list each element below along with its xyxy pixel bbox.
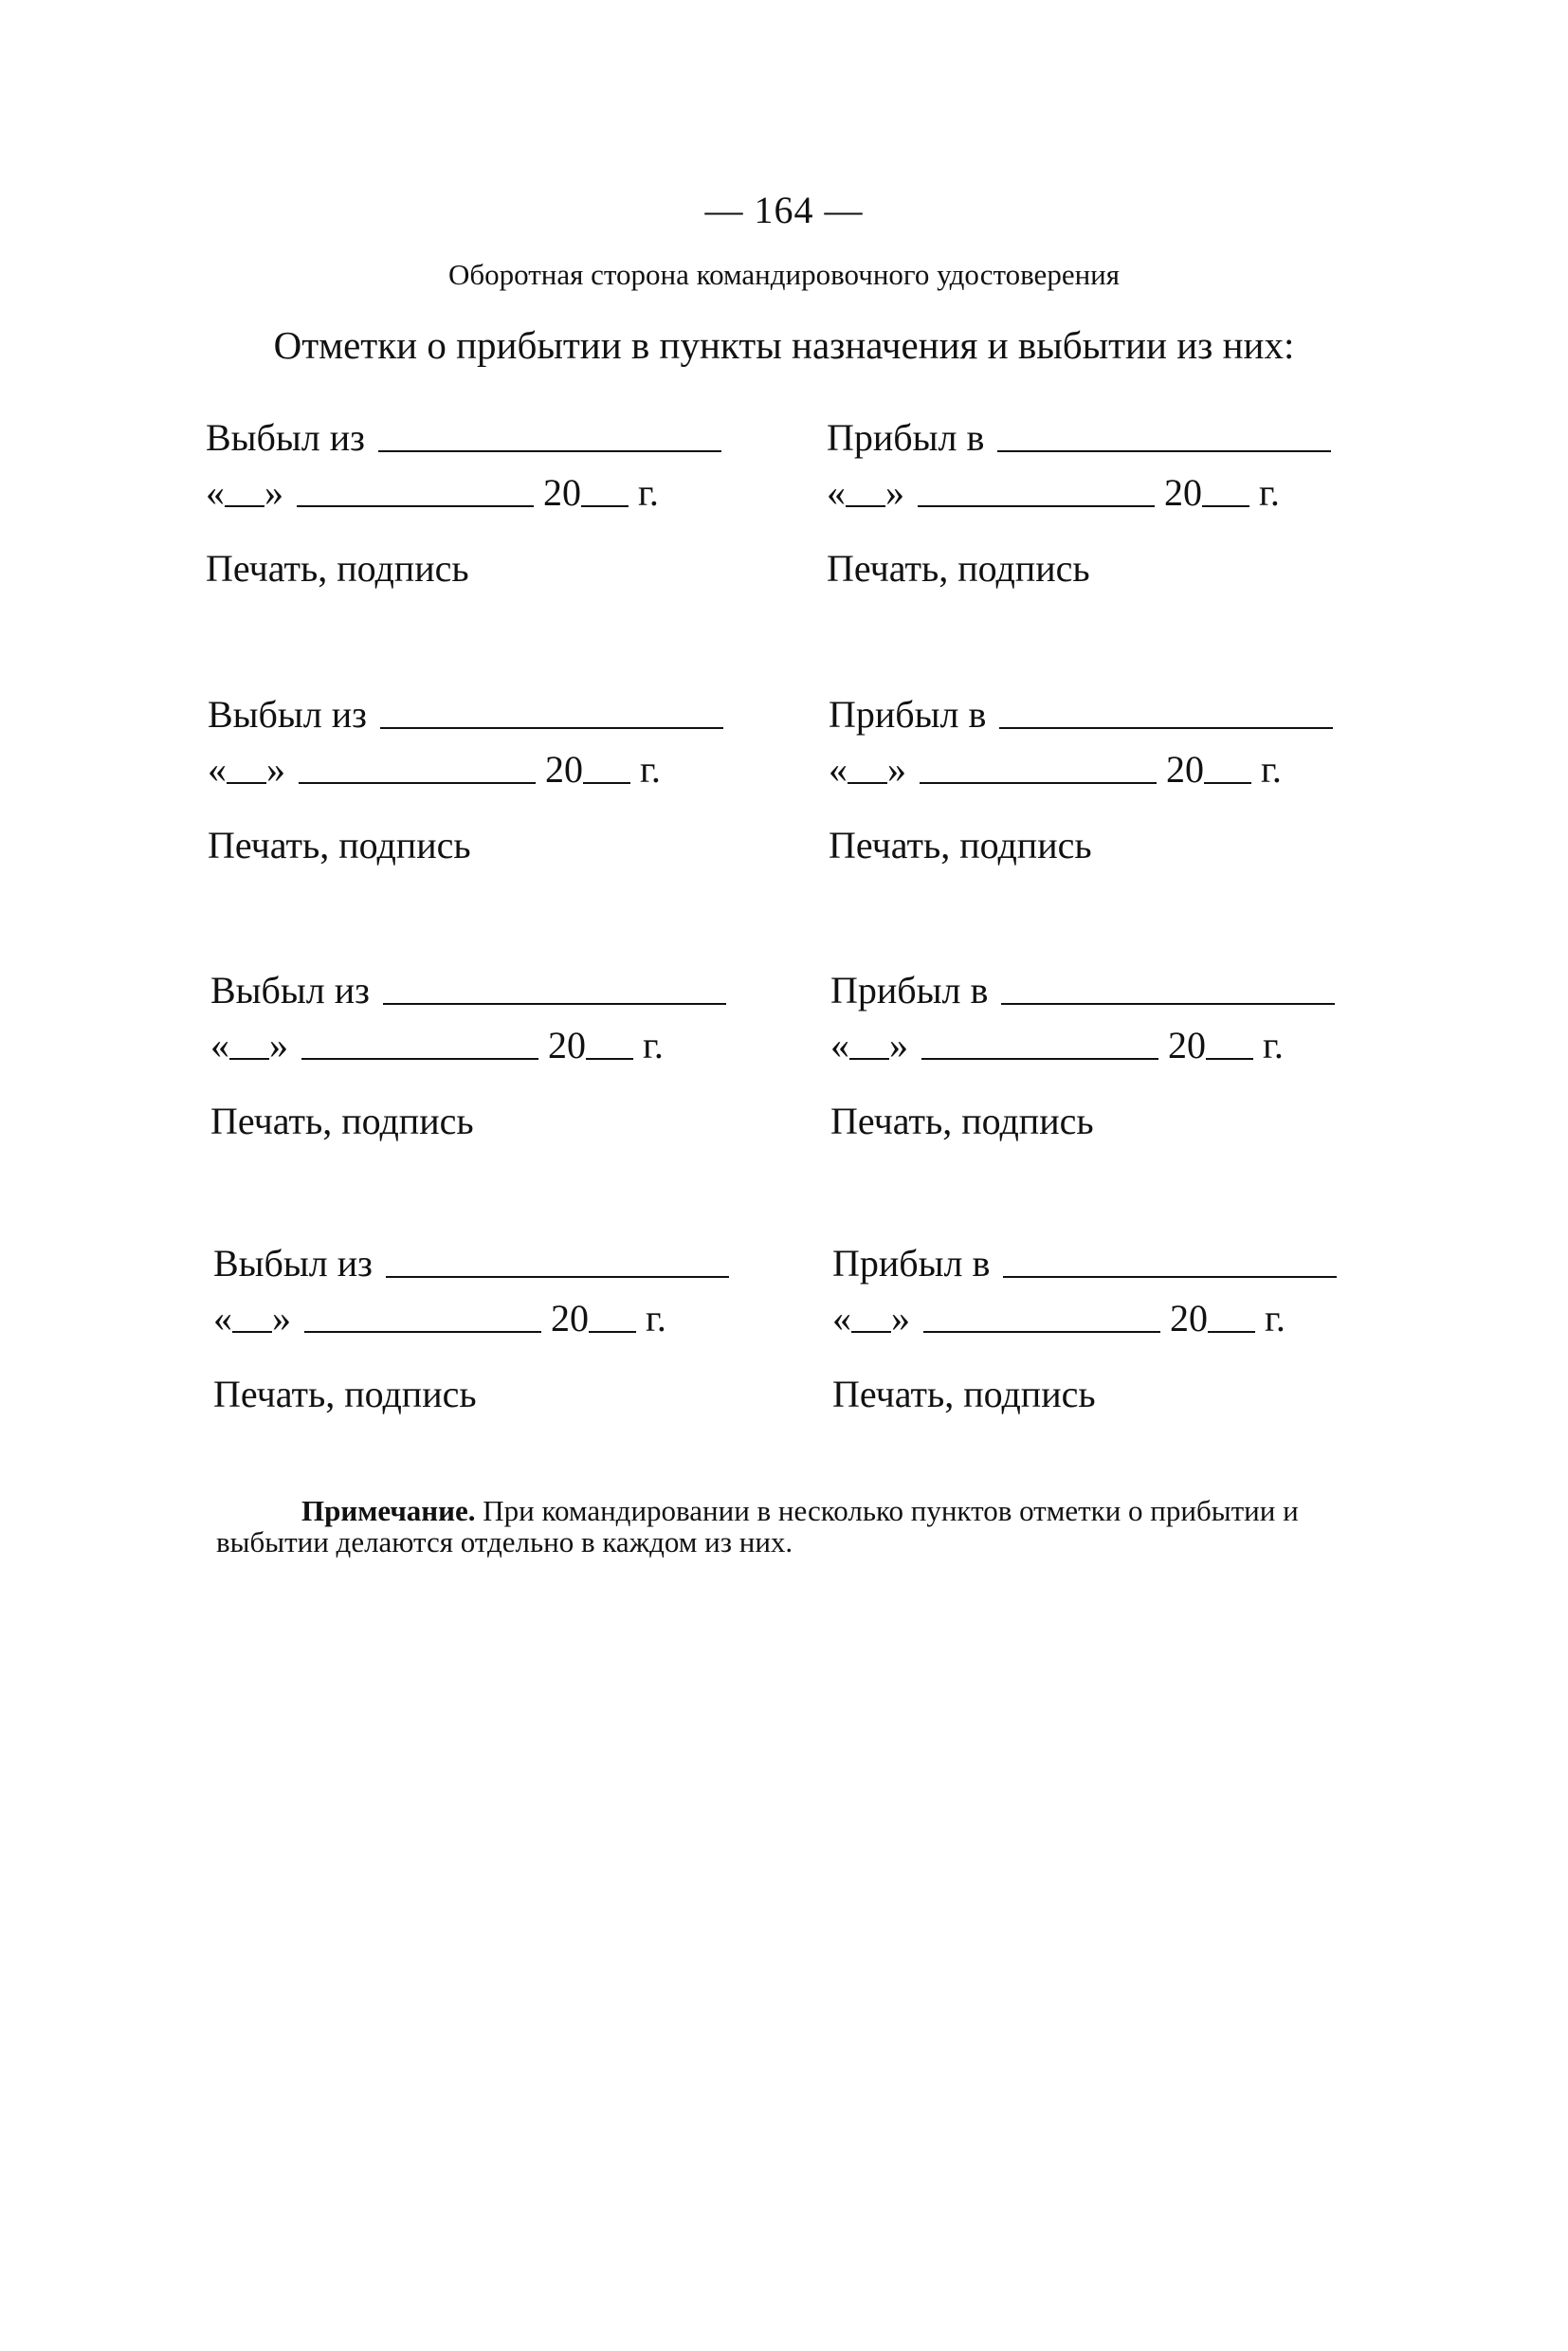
date-line xyxy=(830,1024,1284,1066)
quote-open: « xyxy=(206,471,225,514)
day-field[interactable] xyxy=(848,781,887,784)
stamp-signature-label: Печать, подпись xyxy=(206,547,469,590)
quote-close: » xyxy=(264,471,283,514)
date-line xyxy=(213,1297,666,1340)
year-prefix: 20 xyxy=(1170,1297,1208,1340)
year-prefix: 20 xyxy=(545,748,583,791)
arrival-label: Прибыл в xyxy=(827,416,985,459)
departure-place-field[interactable] xyxy=(383,1002,726,1005)
year-prefix: 20 xyxy=(1164,471,1202,514)
departure-label: Выбыл из xyxy=(210,969,370,1011)
month-field[interactable] xyxy=(923,1330,1160,1333)
form-heading: Отметки о прибытии в пункты назначения и выбытии из них: xyxy=(273,323,1295,367)
quote-open: « xyxy=(830,1024,849,1066)
arrival-place-line xyxy=(832,1242,1337,1285)
stamp-signature-label: Печать, подпись xyxy=(827,547,1090,590)
quote-open: « xyxy=(829,748,848,791)
day-field[interactable] xyxy=(851,1330,891,1333)
year-field[interactable] xyxy=(583,781,630,784)
departure-place-field[interactable] xyxy=(386,1275,729,1278)
departure-place-line xyxy=(208,693,723,736)
quote-open: « xyxy=(832,1297,851,1340)
day-field[interactable] xyxy=(229,1057,269,1060)
quote-open: « xyxy=(210,1024,229,1066)
stamp-signature-label: Печать, подпись xyxy=(213,1373,477,1415)
quote-close: » xyxy=(269,1024,288,1066)
year-prefix: 20 xyxy=(543,471,581,514)
arrival-place-line xyxy=(827,416,1331,459)
footnote xyxy=(216,1496,1382,1558)
note-title: Примечание. xyxy=(301,1494,476,1527)
departure-place-field[interactable] xyxy=(378,449,721,452)
quote-close: » xyxy=(891,1297,910,1340)
date-line xyxy=(208,748,661,791)
month-field[interactable] xyxy=(920,781,1157,784)
quote-open: « xyxy=(208,748,227,791)
stamp-signature-label: Печать, подпись xyxy=(208,824,471,866)
departure-label: Выбыл из xyxy=(208,693,367,736)
arrival-place-field[interactable] xyxy=(1001,1002,1335,1005)
year-prefix: 20 xyxy=(1166,748,1204,791)
quote-close: » xyxy=(266,748,285,791)
date-line xyxy=(829,748,1282,791)
year-suffix: г. xyxy=(643,1024,664,1066)
day-field[interactable] xyxy=(846,504,885,507)
year-field[interactable] xyxy=(1208,1330,1255,1333)
year-field[interactable] xyxy=(1202,504,1249,507)
departure-place-line xyxy=(210,969,726,1011)
page-number: — 164 — xyxy=(704,189,864,231)
departure-label: Выбыл из xyxy=(213,1242,373,1285)
departure-place-field[interactable] xyxy=(380,726,723,729)
year-suffix: г. xyxy=(1265,1297,1285,1340)
month-field[interactable] xyxy=(297,504,534,507)
quote-open: « xyxy=(213,1297,232,1340)
year-field[interactable] xyxy=(1206,1057,1253,1060)
year-prefix: 20 xyxy=(551,1297,589,1340)
stamp-signature-label: Печать, подпись xyxy=(830,1100,1094,1142)
year-suffix: г. xyxy=(640,748,661,791)
arrival-place-field[interactable] xyxy=(997,449,1331,452)
departure-place-line xyxy=(206,416,721,459)
quote-close: » xyxy=(887,748,906,791)
day-field[interactable] xyxy=(225,504,264,507)
stamp-signature-label: Печать, подпись xyxy=(829,824,1092,866)
month-field[interactable] xyxy=(304,1330,541,1333)
note-text: При командировании в несколько пунктов отметки о прибытии и выбытии делаются отдельно в каждом из них. xyxy=(216,1494,1299,1558)
departure-label: Выбыл из xyxy=(206,416,365,459)
stamp-signature-label: Печать, подпись xyxy=(832,1373,1096,1415)
arrival-place-field[interactable] xyxy=(999,726,1333,729)
document-subtitle: Оборотная сторона командировочного удостоверения xyxy=(447,258,1121,291)
year-suffix: г. xyxy=(638,471,659,514)
departure-place-line xyxy=(213,1242,729,1285)
year-suffix: г. xyxy=(1263,1024,1284,1066)
month-field[interactable] xyxy=(921,1057,1158,1060)
year-suffix: г. xyxy=(1259,471,1280,514)
day-field[interactable] xyxy=(232,1330,272,1333)
date-line xyxy=(210,1024,664,1066)
year-field[interactable] xyxy=(581,504,629,507)
year-suffix: г. xyxy=(646,1297,666,1340)
year-prefix: 20 xyxy=(548,1024,586,1066)
arrival-place-field[interactable] xyxy=(1003,1275,1337,1278)
year-field[interactable] xyxy=(586,1057,633,1060)
date-line xyxy=(827,471,1280,514)
year-suffix: г. xyxy=(1261,748,1282,791)
stamp-signature-label: Печать, подпись xyxy=(210,1100,474,1142)
quote-close: » xyxy=(272,1297,291,1340)
month-field[interactable] xyxy=(301,1057,538,1060)
date-line xyxy=(206,471,659,514)
month-field[interactable] xyxy=(299,781,536,784)
month-field[interactable] xyxy=(918,504,1155,507)
year-field[interactable] xyxy=(589,1330,636,1333)
year-prefix: 20 xyxy=(1168,1024,1206,1066)
date-line xyxy=(832,1297,1285,1340)
day-field[interactable] xyxy=(849,1057,889,1060)
quote-close: » xyxy=(885,471,904,514)
year-field[interactable] xyxy=(1204,781,1251,784)
arrival-place-line xyxy=(829,693,1333,736)
quote-close: » xyxy=(889,1024,908,1066)
arrival-place-line xyxy=(830,969,1335,1011)
arrival-label: Прибыл в xyxy=(830,969,989,1011)
day-field[interactable] xyxy=(227,781,266,784)
arrival-label: Прибыл в xyxy=(832,1242,991,1285)
arrival-label: Прибыл в xyxy=(829,693,987,736)
quote-open: « xyxy=(827,471,846,514)
